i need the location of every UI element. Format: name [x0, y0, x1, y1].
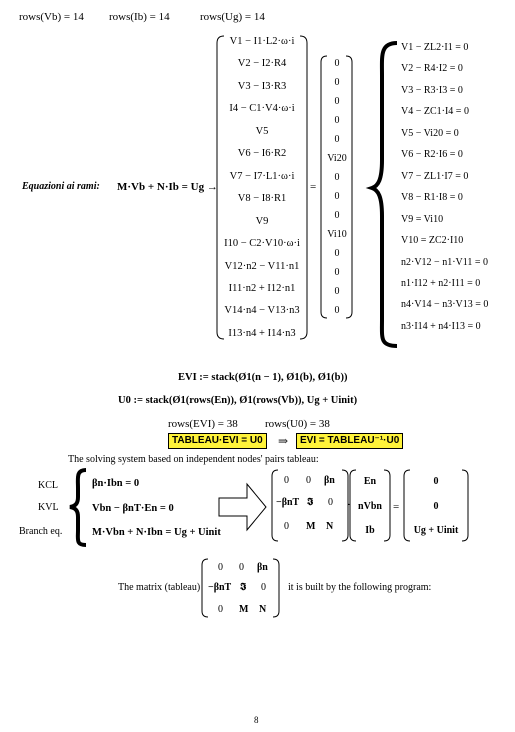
tableau-equations [92, 478, 221, 538]
branch-equation: M·Vbn + N·Ibn = Ug + Uinit [92, 527, 221, 538]
system-equation: n4·V14 − n3·V13 = 0 [401, 299, 489, 311]
unknowns-vector [352, 476, 388, 536]
rows-ug: rows(Ug) = 14 [200, 11, 265, 23]
matrix-cell: −βnT [208, 582, 232, 593]
unknown-entry: Ib [365, 525, 375, 536]
system-equation: V6 − R2·I6 = 0 [401, 149, 463, 161]
system-equation: n1·I12 + n2·I11 = 0 [401, 277, 481, 289]
kvl-equation: Vbn − βnT·En = 0 [92, 502, 174, 514]
system-equation: n2·V12 − n1·V11 = 0 [401, 256, 489, 268]
matrix-outro-text: it is built by the following program: [288, 582, 432, 593]
rhs-entry: 0 [334, 248, 340, 259]
lhs-entry: V14·n4 − V13·n3 [224, 305, 300, 317]
system-equation: V10 = ZC2·I10 [401, 235, 464, 247]
rows-ib: rows(Ib) = 14 [109, 11, 170, 23]
matrix-cell: 0 [284, 475, 289, 486]
rhs-entry: 0 [334, 210, 340, 221]
system-equation: V7 − ZL1·I7 = 0 [401, 170, 469, 182]
lhs-entry: I13·n4 + I14·n3 [228, 327, 296, 339]
system-equation: V1 − ZL2·I1 = 0 [401, 42, 469, 53]
system-equation: V3 − R3·I3 = 0 [401, 84, 463, 96]
equals-sign: = [310, 181, 317, 193]
matrix-cell: M [306, 521, 316, 532]
lhs-entry: V8 − I8·R1 [237, 193, 287, 205]
tableau-equation-box: TABLEAU·EVI = U0 [168, 433, 267, 449]
rhs-entry: 0 [334, 134, 340, 145]
rhs-entry: Vi10 [327, 229, 347, 240]
rhs-entry: 0 [334, 267, 340, 278]
rhs-entry: 0 [334, 58, 340, 69]
matrix-cell: 0 [261, 582, 266, 593]
label-kvl: KVL [38, 502, 59, 513]
lhs-entry: V7 − I7·L1·ω·i [229, 170, 295, 182]
lhs-entry: V9 [255, 215, 269, 227]
matrix-cell: 0 [306, 475, 311, 486]
rhs-entry: 0 [334, 305, 340, 316]
dot-operator: · [347, 499, 351, 511]
system-equation: V5 − Vi20 = 0 [401, 127, 459, 139]
matrix-cell: 0 [284, 521, 289, 532]
lhs-entry: V12·n2 − V11·n1 [224, 260, 300, 272]
unknown-entry: En [363, 476, 377, 487]
evi-definition: EVI := stack(Ø1(n − 1), Ø1(b), Ø1(b)) [178, 372, 348, 383]
rhs-entry: 0 [334, 191, 340, 202]
implies-arrow: ⇒ [278, 434, 289, 448]
matrix-cell: βn [257, 562, 268, 573]
rhs-tableau-vector [406, 476, 466, 536]
rhs-tableau-entry: 0 [433, 476, 439, 487]
lhs-entry: V5 [255, 125, 269, 137]
matrix-cell: M [239, 604, 249, 615]
evi-solution-box: EVI = TABLEAU⁻¹·U0 [296, 433, 403, 449]
lhs-entry: I11·n2 + I12·n1 [228, 282, 296, 294]
system-equation: V9 = Vi10 [401, 213, 444, 225]
matrix-cell: N [259, 604, 267, 615]
branch-eq-label: Equazioni ai rami: [22, 181, 100, 192]
lhs-entry: I4 − C1·V4·ω·i [229, 103, 295, 115]
matrix-cell: 0 [218, 604, 223, 615]
rhs-tableau-entry: Ug + Uinit [413, 525, 459, 536]
matrix-cell: 0 [239, 562, 244, 573]
rhs-entry: 0 [334, 286, 340, 297]
rows-u0: rows(U0) = 38 [265, 418, 330, 430]
branch-eq-equation: M·Vb + N·Ib = Ug → [117, 181, 218, 193]
system-equation: V2 − R4·I2 = 0 [401, 63, 463, 75]
rows-vb: rows(Vb) = 14 [19, 11, 84, 23]
tableau-matrix-copy [206, 563, 278, 617]
lhs-entry: V2 − I2·R4 [237, 58, 287, 70]
rhs-entry: Vi20 [327, 153, 347, 164]
solving-system-text: The solving system based on independent nodes' pairs tableau: [68, 454, 319, 465]
unknown-entry: nVbn [358, 500, 382, 512]
lhs-entry: V1 − I1·L2·ω·i [229, 36, 295, 47]
matrix-cell: 𝕴 [240, 582, 247, 593]
rhs-entry: 0 [334, 96, 340, 107]
matrix-cell: 0 [218, 562, 223, 573]
matrix-intro-text: The matrix (tableau) [118, 582, 201, 593]
system-equation: V8 − R1·I8 = 0 [401, 192, 463, 204]
rhs-entry: 0 [334, 172, 340, 183]
matrix-cell: N [326, 521, 334, 532]
matrix-cell: 0 [328, 497, 333, 508]
rhs-entry: 0 [334, 115, 340, 126]
rhs-entry: 0 [334, 77, 340, 88]
label-branch-eq: Branch eq. [19, 526, 63, 537]
lhs-entry: V3 − I3·R3 [237, 80, 287, 92]
system-equation: V4 − ZC1·I4 = 0 [401, 106, 469, 118]
lhs-entry: I10 − C2·V10·ω·i [224, 238, 300, 250]
system-equation: n3·I14 + n4·I13 = 0 [401, 320, 481, 332]
matrix-cell: βn [324, 475, 335, 486]
kcl-equation: βn·Ibn = 0 [92, 478, 140, 489]
page-number: 8 [254, 715, 259, 725]
u0-definition: U0 := stack(Ø1(rows(En)), Ø1(rows(Vb)), Ug + Uinit) [118, 395, 358, 406]
rows-evi: rows(EVI) = 38 [168, 418, 238, 430]
lhs-entry: V6 − I6·R2 [237, 148, 287, 160]
label-kcl: KCL [38, 480, 58, 491]
matrix-cell: −βnT [276, 497, 300, 508]
tableau-equals: = [393, 501, 400, 513]
rhs-tableau-entry: 0 [433, 500, 439, 512]
matrix-cell: 𝕴 [307, 497, 314, 508]
tableau-matrix [276, 476, 346, 536]
